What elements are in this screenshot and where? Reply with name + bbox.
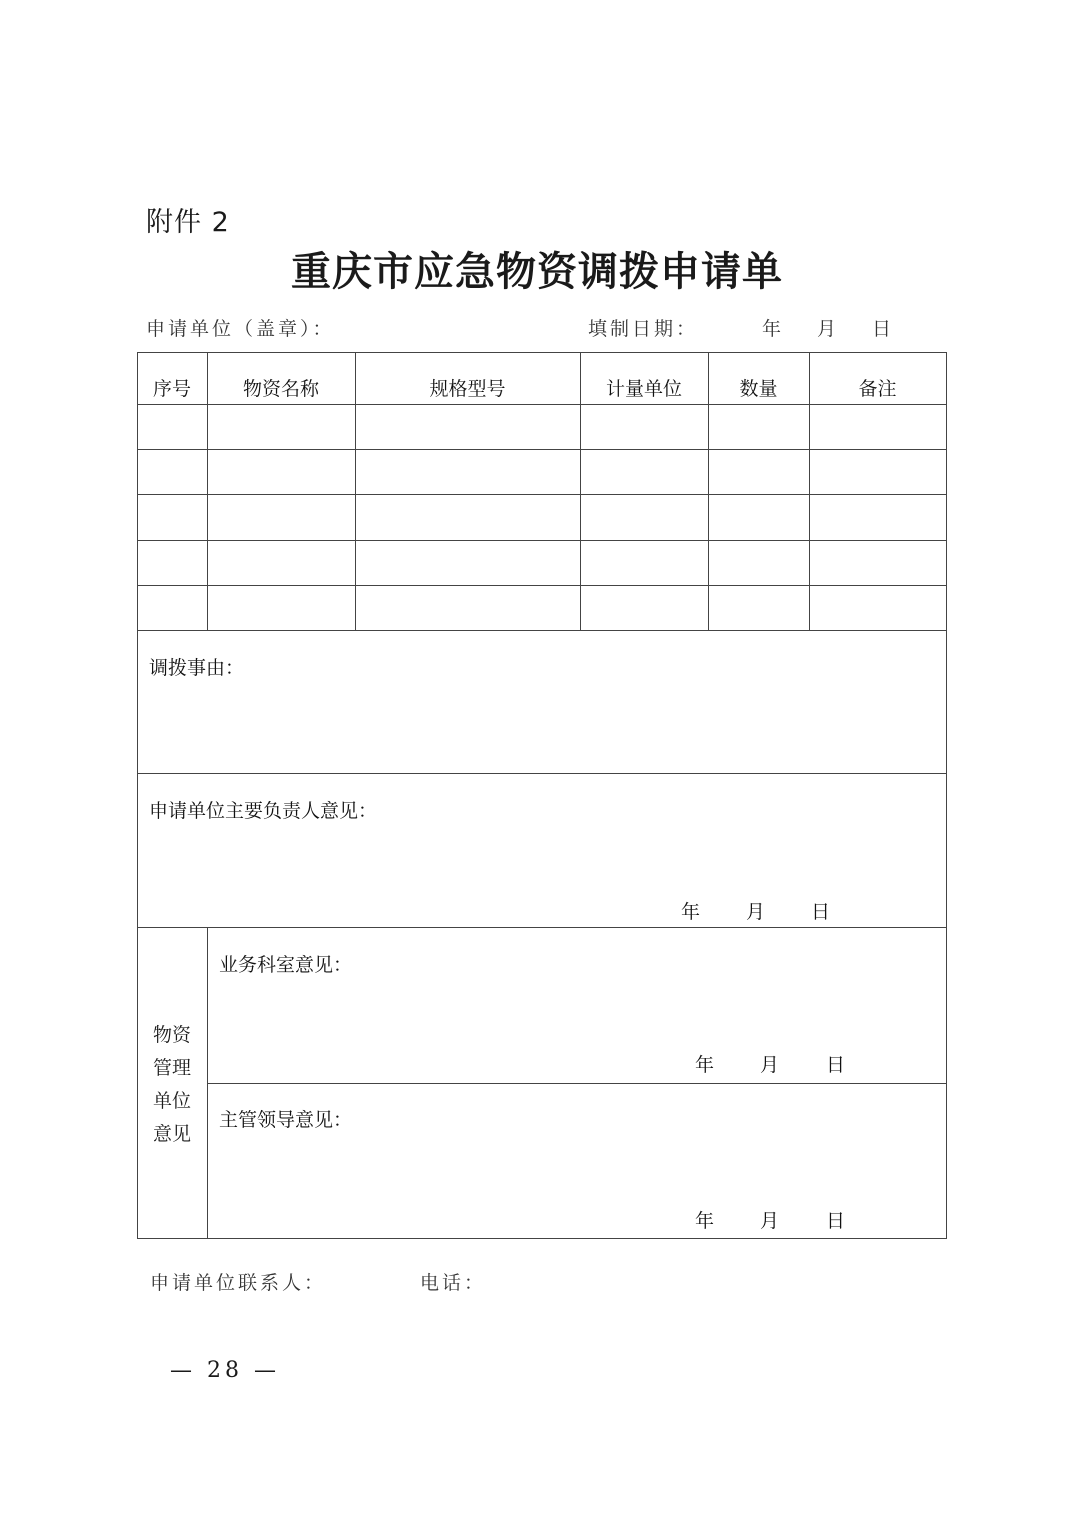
table-cell[interactable] <box>356 495 580 540</box>
table-cell[interactable] <box>208 405 355 449</box>
leader-section-divider <box>137 927 947 928</box>
supervisor-date-year: 年 <box>695 1210 715 1232</box>
fill-date-label: 填制日期： <box>588 318 699 340</box>
table-cell[interactable] <box>810 586 946 630</box>
table-cell[interactable] <box>581 495 708 540</box>
supervisor-date-day: 日 <box>826 1210 846 1232</box>
table-cell[interactable] <box>208 541 355 585</box>
table-cell[interactable] <box>138 495 207 540</box>
attachment-label: 附件 2 <box>146 207 230 238</box>
table-cell[interactable] <box>581 405 708 449</box>
leader-date-year: 年 <box>681 901 701 923</box>
table-cell[interactable] <box>810 405 946 449</box>
leader-opinion-input-area[interactable] <box>138 813 945 887</box>
reason-label: 调拨事由： <box>149 657 245 679</box>
table-cell[interactable] <box>208 586 355 630</box>
table-cell[interactable] <box>581 541 708 585</box>
supervisor-opinion-input-area[interactable] <box>208 1123 945 1198</box>
column-header: 计量单位 <box>605 378 682 400</box>
phone-label: 电话： <box>420 1272 487 1294</box>
column-header: 规格型号 <box>429 378 506 400</box>
table-cell[interactable] <box>138 405 207 449</box>
table-border-right <box>946 352 947 1239</box>
table-cell[interactable] <box>138 586 207 630</box>
leader-date-day: 日 <box>811 901 831 923</box>
table-border-bottom <box>137 1238 947 1239</box>
table-cell[interactable] <box>709 405 809 449</box>
reason-input-area[interactable] <box>138 670 945 733</box>
table-cell[interactable] <box>810 450 946 494</box>
column-header: 物资名称 <box>242 378 319 400</box>
table-cell[interactable] <box>356 586 580 630</box>
mgmt-label-line: 单位 <box>152 1090 191 1112</box>
table-cell[interactable] <box>810 495 946 540</box>
table-cell[interactable] <box>138 541 207 585</box>
dept-date-year: 年 <box>695 1054 715 1076</box>
leader-opinion-label: 申请单位主要负责人意见： <box>149 800 378 822</box>
fill-date-year: 年 <box>762 318 785 340</box>
table-cell[interactable] <box>709 586 809 630</box>
applicant-unit-label: 申请单位（盖章）： <box>146 318 335 340</box>
supervisor-date-month: 月 <box>760 1210 780 1232</box>
dept-date-month: 月 <box>760 1054 780 1076</box>
dept-date-day: 日 <box>826 1054 846 1076</box>
grid-row-divider <box>137 630 947 631</box>
table-cell[interactable] <box>810 541 946 585</box>
column-header: 数量 <box>739 378 778 400</box>
table-cell[interactable] <box>138 450 207 494</box>
column-header: 序号 <box>152 378 191 400</box>
table-cell[interactable] <box>356 405 580 449</box>
mgmt-unit-opinion-label <box>137 1019 207 1151</box>
table-cell[interactable] <box>208 495 355 540</box>
table-cell[interactable] <box>709 450 809 494</box>
dept-section-divider <box>207 1083 947 1084</box>
table-cell[interactable] <box>709 495 809 540</box>
mgmt-label-line: 管理 <box>152 1057 191 1079</box>
form-title: 重庆市应急物资调拨申请单 <box>291 248 783 295</box>
dept-opinion-input-area[interactable] <box>208 967 945 1043</box>
dept-opinion-label: 业务科室意见： <box>219 954 353 976</box>
mgmt-label-line: 物资 <box>152 1024 191 1046</box>
fill-date-month: 月 <box>817 318 840 340</box>
table-cell[interactable] <box>208 450 355 494</box>
leader-date-month: 月 <box>746 901 766 923</box>
mgmt-label-line: 意见 <box>152 1123 191 1145</box>
reason-section-divider <box>137 773 947 774</box>
supervisor-opinion-label: 主管领导意见： <box>219 1109 353 1131</box>
table-border-top <box>137 352 947 353</box>
fill-date-day: 日 <box>872 318 895 340</box>
table-cell[interactable] <box>356 450 580 494</box>
table-cell[interactable] <box>581 450 708 494</box>
table-cell[interactable] <box>581 586 708 630</box>
page-number: — 28 — <box>170 1358 280 1383</box>
table-cell[interactable] <box>709 541 809 585</box>
table-cell[interactable] <box>356 541 580 585</box>
contact-person-label: 申请单位联系人： <box>150 1272 327 1294</box>
column-header: 备注 <box>858 378 897 400</box>
